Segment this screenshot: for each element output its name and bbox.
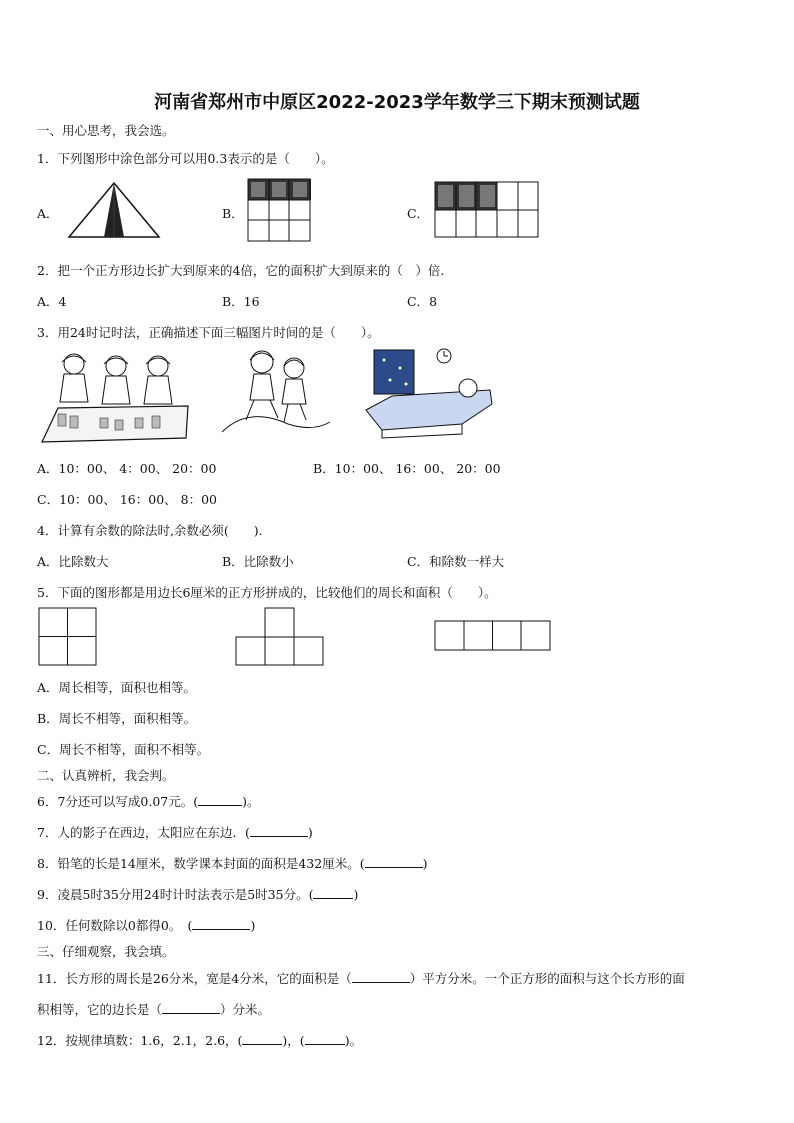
q4-option-a: A．比除数大 — [37, 554, 109, 569]
q3-option-b: B．10：00、 16：00、 20：00 — [313, 461, 501, 476]
q7-text: 7．人的影子在西边，太阳应在东边．( — [37, 825, 250, 840]
question-1: 1．下列图形中涂色部分可以用0.3表示的是（ ）。 — [37, 151, 334, 166]
q2-option-a: A．4 — [37, 294, 67, 309]
section-heading-3: 三、仔细观察，我会填。 — [37, 944, 175, 959]
q1-option-b: B． — [222, 206, 244, 221]
q1-option-a: A． — [37, 206, 59, 221]
q8-text: 8．铅笔的长是14厘米，数学课本封面的面积是432厘米。( — [37, 856, 365, 871]
section-heading-1: 一、用心思考，我会选。 — [37, 123, 175, 138]
q12-text-b: )，( — [282, 1033, 305, 1048]
question-11-line-1 — [37, 969, 685, 987]
triangle-figure — [66, 180, 162, 240]
q11-text-b: ）平方分米。一个正方形的面积与这个长方形的面 — [409, 971, 685, 986]
question-6 — [37, 792, 260, 810]
question-12 — [37, 1031, 362, 1049]
q11-text-a: 11．长方形的周长是26分米，宽是4分米，它的面积是（ — [37, 971, 352, 986]
answer-blank[interactable] — [192, 917, 250, 930]
answer-blank[interactable] — [352, 970, 410, 983]
q7-end: ) — [307, 825, 313, 840]
question-7 — [37, 823, 313, 841]
q4-option-c: C．和除数一样大 — [407, 554, 505, 569]
child-sleeping-picture — [362, 346, 494, 442]
q5-option-b: B．周长不相等，面积相等。 — [37, 711, 197, 726]
q4-option-b: B．比除数小 — [222, 554, 294, 569]
question-8 — [37, 854, 428, 872]
question-5: 5．下面的图形都是用边长6厘米的正方形拼成的，比较他们的周长和面积（ ）。 — [37, 585, 497, 600]
answer-blank[interactable] — [162, 1001, 220, 1014]
q2-option-c: C．8 — [407, 294, 438, 309]
q11-text-c: 积相等，它的边长是（ — [37, 1002, 163, 1017]
q5-option-c: C．周长不相等，面积不相等。 — [37, 742, 210, 757]
q10-text: 10．任何数除以0都得0。 ( — [37, 918, 193, 933]
answer-blank[interactable] — [365, 855, 423, 868]
q6-end: )。 — [242, 794, 260, 809]
q10-end: ) — [250, 918, 256, 933]
t-shape-figure — [235, 607, 326, 667]
question-4: 4．计算有余数的除法时,余数必须( ). — [37, 523, 263, 538]
children-crafting-picture — [40, 350, 190, 446]
grid-2x5-figure — [434, 181, 540, 239]
question-9 — [37, 885, 358, 903]
row-4-squares-figure — [434, 620, 552, 652]
answer-blank[interactable] — [305, 1032, 345, 1045]
question-2: 2．把一个正方形边长扩大到原来的4倍，它的面积扩大到原来的（ ）倍. — [37, 263, 445, 278]
question-11-line-2 — [37, 1000, 270, 1018]
answer-blank[interactable] — [198, 793, 242, 806]
grid-3x3-figure — [247, 178, 311, 242]
question-10 — [37, 916, 255, 934]
question-3: 3．用24时记时法，正确描述下面三幅图片时间的是（ ）。 — [37, 325, 380, 340]
q9-end: ) — [353, 887, 359, 902]
q12-text-a: 12．按规律填数：1.6，2.1，2.6，( — [37, 1033, 243, 1048]
answer-blank[interactable] — [313, 886, 353, 899]
children-running-picture — [218, 348, 333, 440]
q6-text: 6．7分还可以写成0.07元。( — [37, 794, 199, 809]
answer-blank[interactable] — [242, 1032, 282, 1045]
page-title: 河南省郑州市中原区2022-2023学年数学三下期末预测试题 — [154, 92, 640, 113]
q3-option-c: C．10：00、 16：00、 8：00 — [37, 492, 217, 507]
q5-option-a: A．周长相等，面积也相等。 — [37, 680, 197, 695]
square-2x2-figure — [38, 607, 98, 667]
q1-option-c: C． — [407, 206, 430, 221]
q12-text-c: )。 — [344, 1033, 363, 1048]
q9-text: 9．凌晨5时35分用24时计时法表示是5时35分。( — [37, 887, 314, 902]
q3-option-a: A．10：00、 4：00、 20：00 — [37, 461, 217, 476]
q8-end: ) — [422, 856, 428, 871]
q2-option-b: B．16 — [222, 294, 260, 309]
answer-blank[interactable] — [250, 824, 308, 837]
q11-text-d: ）分米。 — [220, 1002, 271, 1017]
section-heading-2: 二、认真辨析，我会判。 — [37, 768, 175, 783]
